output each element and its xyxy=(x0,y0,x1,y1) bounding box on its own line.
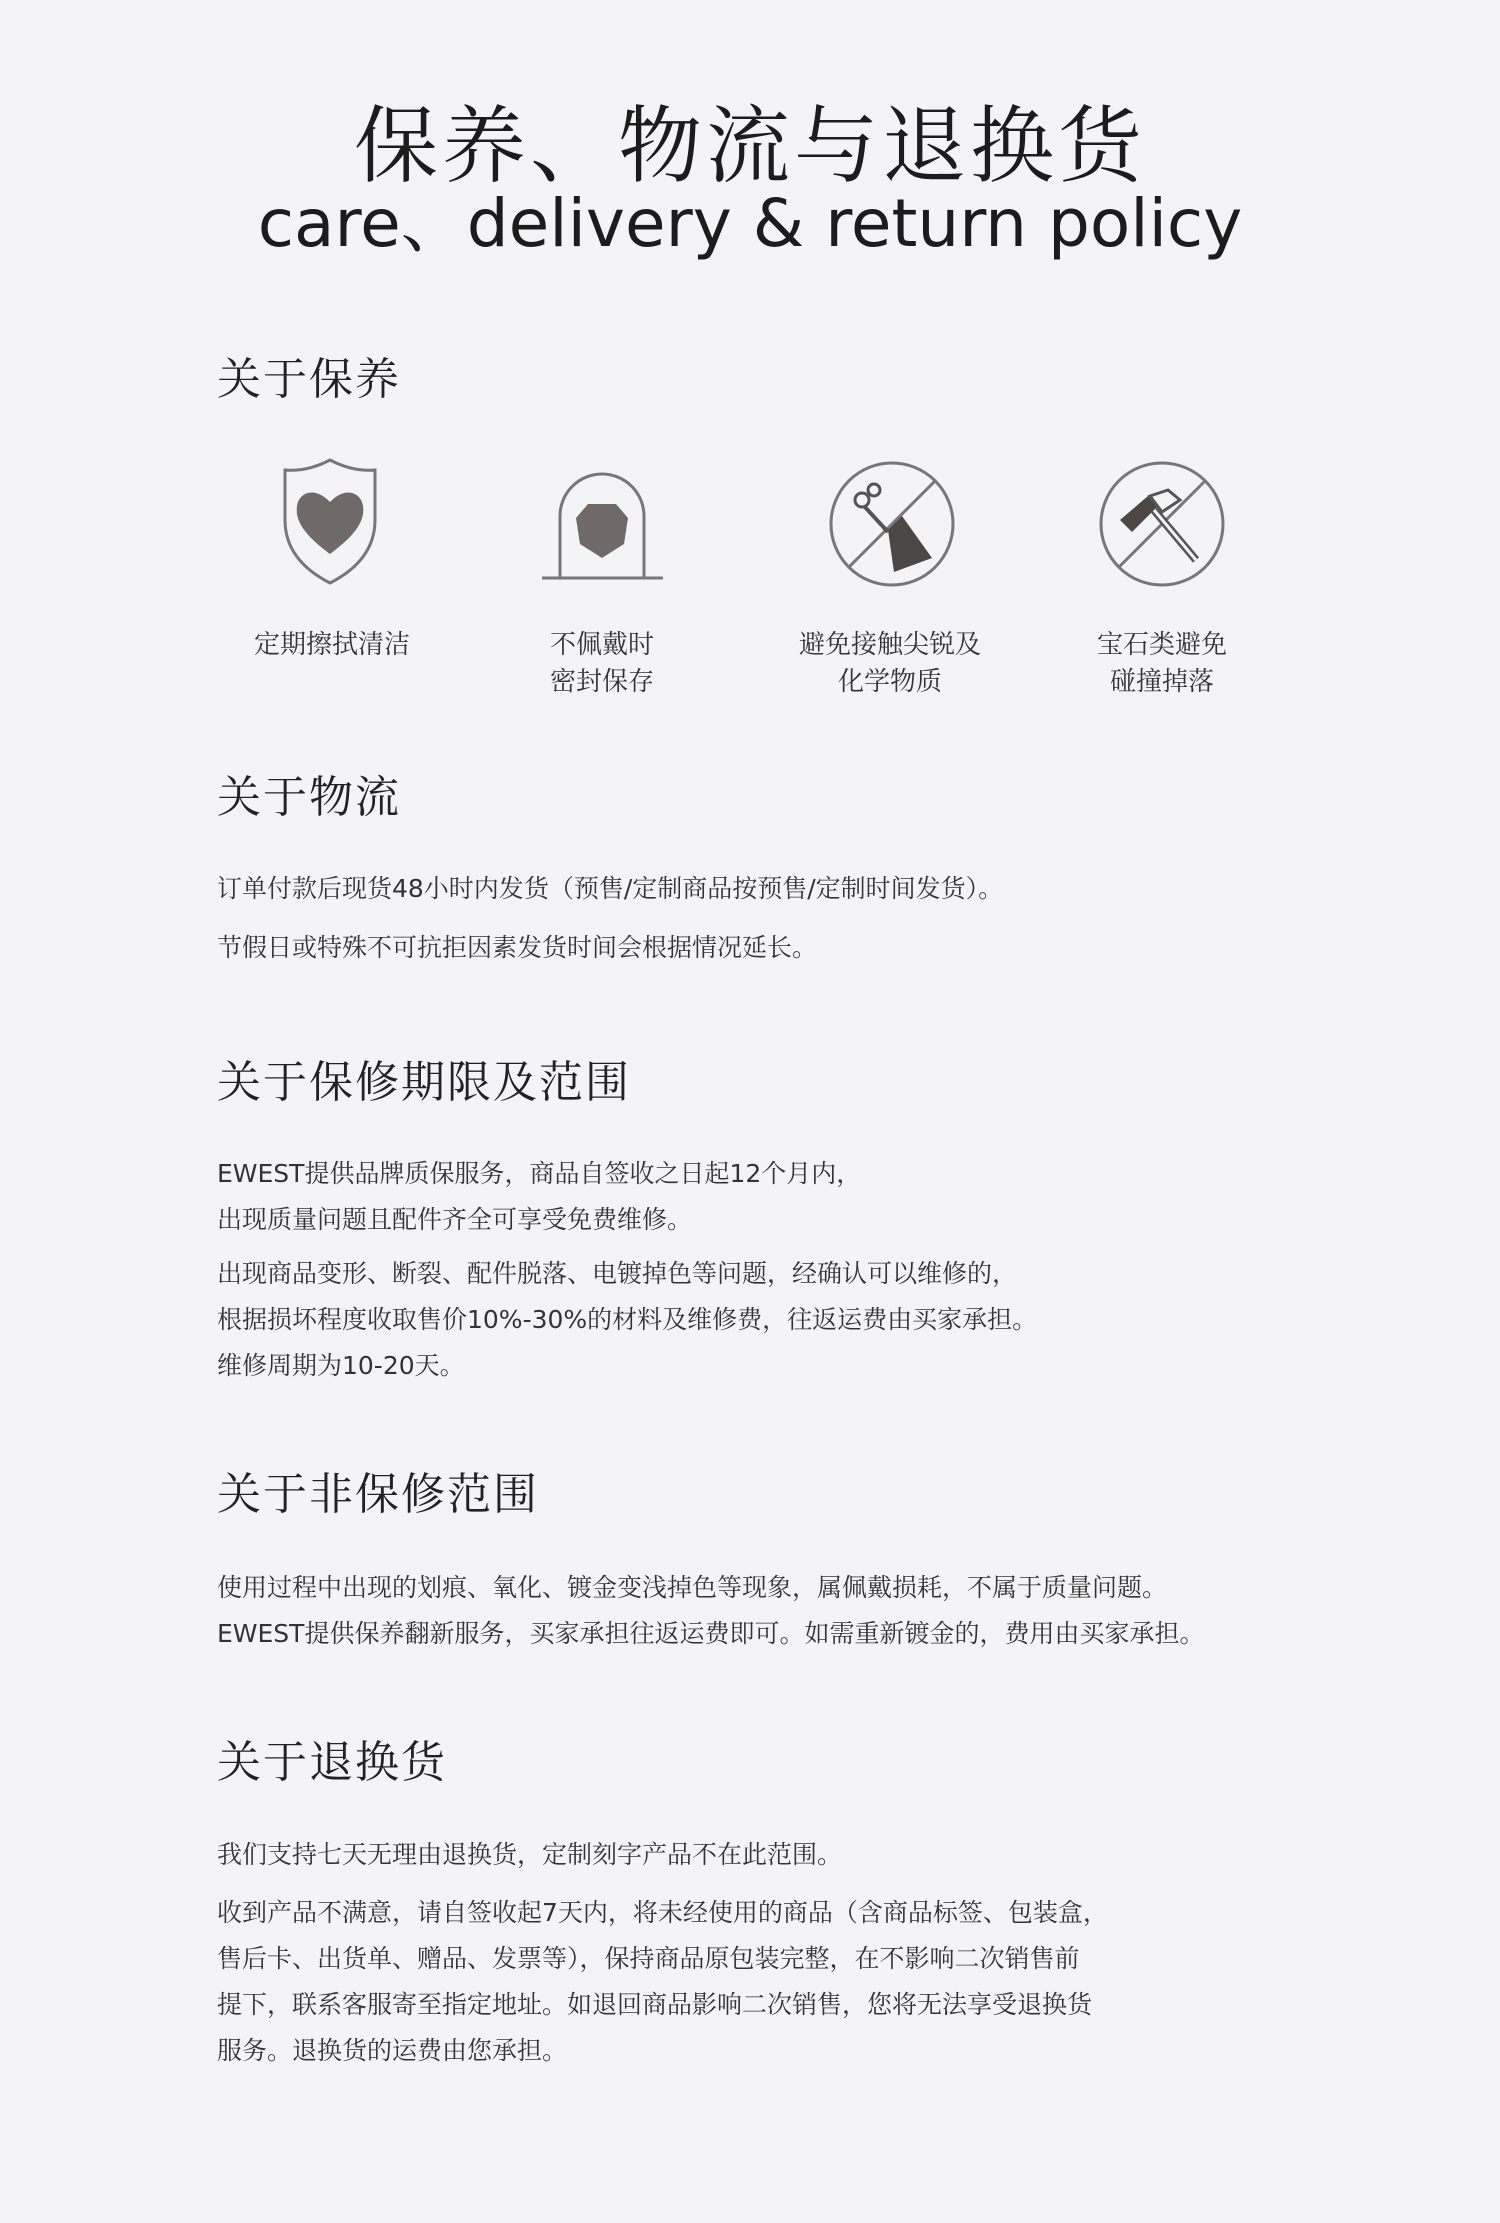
returns-heading: 关于退换货 xyxy=(217,1737,447,1788)
no-hammer-icon xyxy=(1098,460,1226,588)
logistics-paragraph-1: 订单付款后现货48小时内发货（预售/定制商品按预售/定制时间发货）。 xyxy=(217,874,1004,903)
shield-heart-icon xyxy=(275,458,385,586)
care-label-chemicals: 避免接触尖锐及 化学物质 xyxy=(798,630,981,697)
non-warranty-paragraph: 使用过程中出现的划痕、氧化、镀金变浅掉色等现象，属佩戴损耗，不属于质量问题。 EWEST提供保养翻新服务，买家承担往返运费即可。如需重新镀金的，费用由买家承担。 xyxy=(217,1573,1205,1648)
care-label-storage: 不佩戴时 密封保存 xyxy=(549,630,654,697)
no-chemicals-icon xyxy=(828,460,956,588)
returns-paragraph-2: 收到产品不满意，请自签收起7天内，将未经使用的商品（含商品标签、包装盒， 售后卡、出货单、赠品、发票等），保持商品原包装完整，在不影响二次销售前 提下，联系客服寄至指定地址。如退回商品影响二次销售，您将无法享受退换货 服务。退换货的运费由您承担。 xyxy=(217,1898,1108,2065)
returns-paragraph-1: 我们支持七天无理由退换货，定制刻字产品不在此范围。 xyxy=(217,1840,843,1869)
logistics-paragraph-2: 节假日或特殊不可抗拒因素发货时间会根据情况延长。 xyxy=(217,933,818,962)
care-label-clean: 定期擦拭清洁 xyxy=(253,630,410,660)
warranty-paragraph-1: EWEST提供品牌质保服务，商品自签收之日起12个月内， 出现质量问题且配件齐全可享受免费维修。 xyxy=(217,1159,862,1234)
page-title: 保养、物流与退换货 xyxy=(353,97,1146,195)
non-warranty-heading: 关于非保修范围 xyxy=(217,1469,539,1520)
warranty-paragraph-2: 出现商品变形、断裂、配件脱落、电镀掉色等问题，经确认可以维修的， 根据损坏程度收取售价10%-30%的材料及维修费，往返运费由买家承担。 维修周期为10-20天。 xyxy=(217,1259,1038,1380)
care-heading: 关于保养 xyxy=(217,354,401,405)
page-subtitle: care、delivery & return policy xyxy=(257,185,1243,262)
warranty-heading: 关于保修期限及范围 xyxy=(217,1057,631,1108)
care-label-collision: 宝石类避免 碰撞掉落 xyxy=(1096,630,1227,697)
logistics-heading: 关于物流 xyxy=(217,772,401,823)
dome-gem-icon xyxy=(540,466,665,584)
